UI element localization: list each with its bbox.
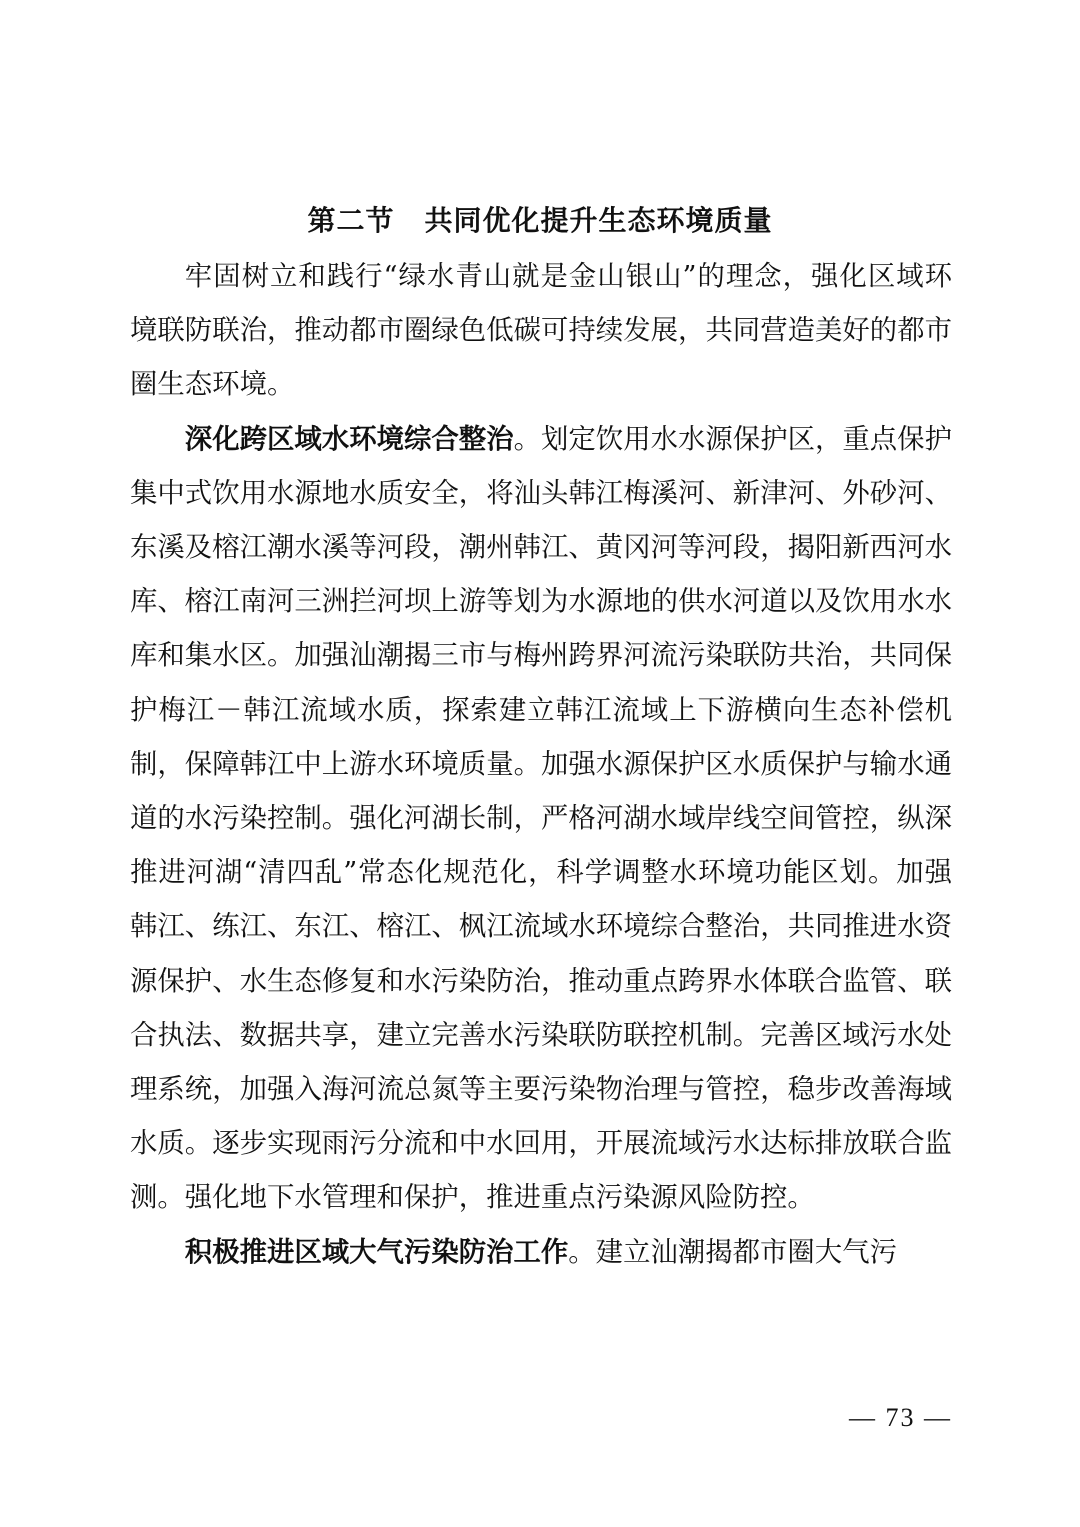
section-title: 共同优化提升生态环境质量 xyxy=(424,204,773,238)
paragraph-text: 。建立汕潮揭都市圈大气污 xyxy=(568,1236,897,1268)
section-heading xyxy=(0,199,1080,243)
paragraph-text: 牢固树立和践行“绿水青山就是金山银山”的理念，强化区域环境联防联治，推动都市圈绿色低碳可持续发展，共同营造美好的都市圈生态环境。 xyxy=(130,261,952,401)
paragraph-intro xyxy=(130,250,952,413)
paragraph-water-governance xyxy=(130,413,952,1226)
paragraph-air-pollution xyxy=(130,1226,952,1280)
paragraph-text: 。划定饮用水水源保护区，重点保护集中式饮用水源地水质安全，将汕头韩江梅溪河、新津河、外砂河、东溪及榕江潮水溪等河段，潮州韩江、黄冈河等河段，揭阳新西河水库、榕江南河三洲拦河坝上游等划为水源地的供水河道以及饮用水水库和集水区。加强汕潮揭三市与梅州跨界河流污染联防共治，共同保护梅江－韩江流域水质，探索建立韩江流域上下游横向生态补偿机制，保障韩江中上游水环境质量。加强水源保护区水质保护与输水通道的水污染控制。强化河湖长制，严格河湖水域岸线空间管控，纵深推进河湖“清四乱”常态化规范化，科学调整水环境功能区划。加强韩江、练江、东江、榕江、枫江流域水环境综合整治，共同推进水资源保护、水生态修复和水污染防治，推动重点跨界水体联合监管、联合执法、数据共享，建立完善水污染联防联控机制。完善区域污水处理系统，加强入海河流总氮等主要污染物治理与管控，稳步改善海域水质。逐步实现雨污分流和中水回用，开展流域污水达标排放联合监测。强化地下水管理和保护，推进重点污染源风险防控。 xyxy=(130,423,952,1214)
paragraph-lead-heading: 积极推进区域大气污染防治工作 xyxy=(184,1236,569,1268)
body-text xyxy=(130,250,952,1280)
section-number: 第二节 xyxy=(307,204,395,238)
page-number: — 73 — xyxy=(849,1403,952,1432)
paragraph-lead-heading: 深化跨区域水环境综合整治 xyxy=(184,423,514,455)
